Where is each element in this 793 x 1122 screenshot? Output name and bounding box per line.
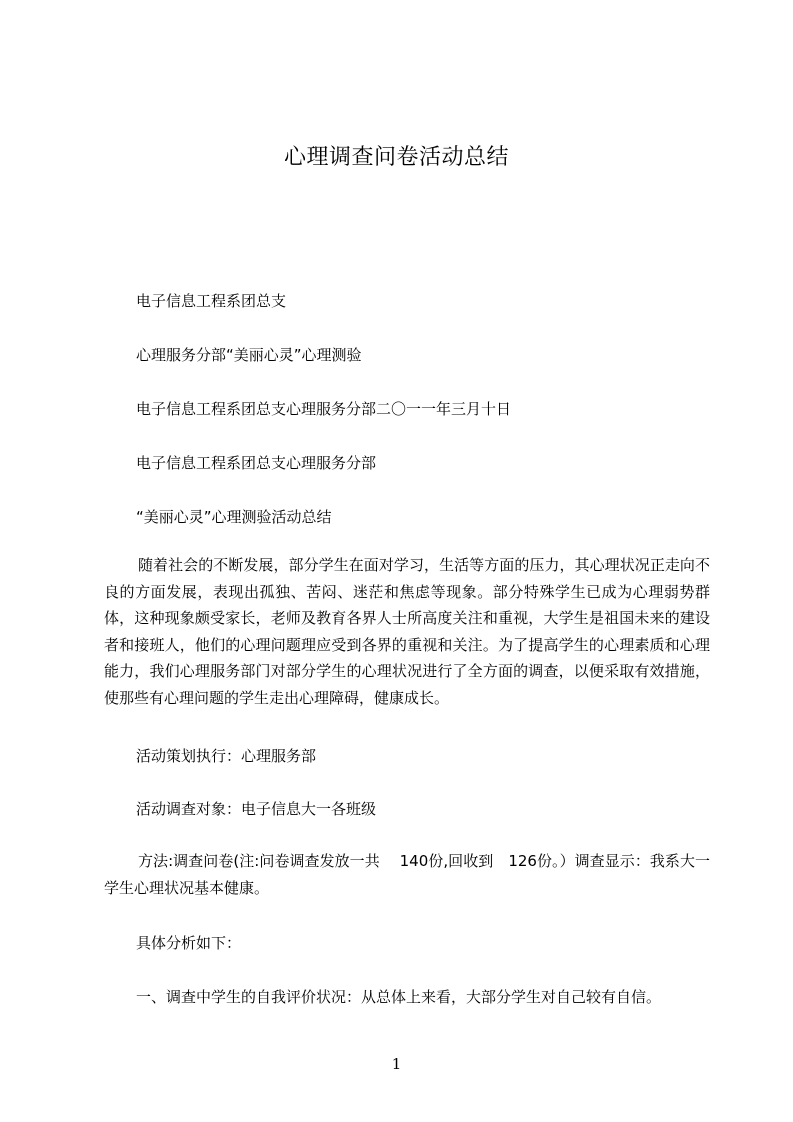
method-paragraph: 方法:调查问卷(注:问卷调查发放一共 140份,回收到 126份。）调查显示：我系大一学生心理状况基本健康。	[104, 852, 710, 897]
event-line: 心理服务分部“美丽心灵”心理测验	[136, 346, 362, 364]
page-number: 1	[391, 1055, 402, 1073]
document-title: 心理调查问卷活动总结	[283, 145, 509, 170]
section-one-line: 一、调查中学生的自我评价状况：从总体上来看，大部分学生对自己较有自信。	[136, 988, 662, 1006]
analysis-heading: 具体分析如下：	[136, 934, 242, 952]
summary-title-line: “美丽心灵”心理测验活动总结	[136, 508, 332, 526]
dept-line: 电子信息工程系团总支心理服务分部	[136, 454, 377, 472]
intro-paragraph: 随着社会的不断发展，部分学生在面对学习，生活等方面的压力，其心理状况正走向不良的方面发展，表现出孤独、苦闷、迷茫和焦虑等现象。部分特殊学生已成为心理弱势群体，这种现象颇受家长，老师及教育各界人士所高度关注和重视，大学生是祖国未来的建设者和接班人，他们的心理问题理应受到各界的重视和关注。为了提高学生的心理素质和心理能力，我们心理服务部门对部分学生的心理状况进行了全方面的调查，以便采取有效措施，使那些有心理问题的学生走出心理障碍，健康成长。	[104, 556, 710, 707]
dated-line: 电子信息工程系团总支心理服务分部二〇一一年三月十日	[136, 400, 512, 418]
planner-line: 活动策划执行：心理服务部	[136, 747, 317, 765]
org-line: 电子信息工程系团总支	[136, 292, 287, 310]
target-line: 活动调查对象：电子信息大一各班级	[136, 800, 377, 818]
